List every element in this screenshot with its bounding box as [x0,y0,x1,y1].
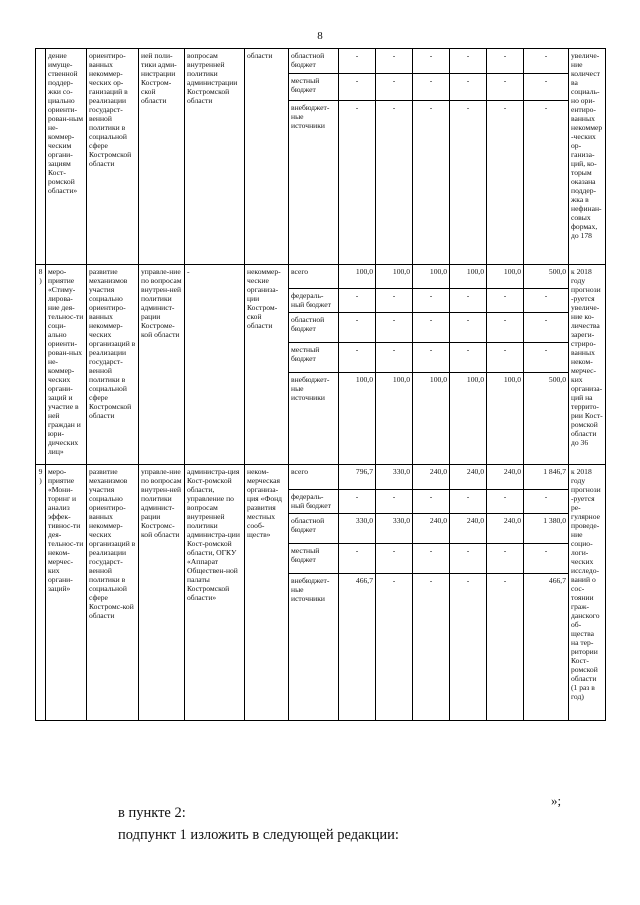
amount-cell: 796,7 [339,465,376,490]
amount-cell: - [450,544,487,574]
amount-cell: - [413,544,450,574]
amount-cell: - [450,574,487,721]
funding-source-cell: областной бюджет [289,514,339,544]
amount-cell: - [487,574,524,721]
funding-source-cell: всего [289,465,339,490]
participant-cell: области [245,49,289,265]
amount-cell: 466,7 [339,574,376,721]
amount-cell: - [450,490,487,514]
page-number: 8 [317,30,323,42]
amount-cell: - [339,289,376,313]
task-cell: развитие механизмов участия социально ориентиро-ванных некоммер-ческих организаций в реализации государст-венной политики в социальной сфере Костромс-кой области [87,465,139,721]
amount-cell: - [487,74,524,101]
amount-cell: - [524,49,569,74]
amount-cell: - [339,49,376,74]
paragraph-item-2: в пункте 2: [118,805,186,821]
amount-cell: - [339,74,376,101]
funding-source-cell: внебюджет-ные источники [289,574,339,721]
amount-cell: - [487,490,524,514]
amount-cell: - [376,343,413,373]
amount-cell: - [524,343,569,373]
executor-cell: ией поли-тики адми-нистрации Костром-ской области [139,49,185,265]
amount-cell: - [450,313,487,343]
amount-cell: - [450,49,487,74]
funding-source-cell: областной бюджет [289,313,339,343]
amount-cell: 1 846,7 [524,465,569,490]
amount-cell: 100,0 [450,265,487,289]
amount-cell: 100,0 [376,265,413,289]
funding-source-cell: федераль-ный бюджет [289,289,339,313]
amount-cell: - [450,343,487,373]
amount-cell: 240,0 [487,514,524,544]
amount-cell: - [524,101,569,265]
amount-cell: 1 380,0 [524,514,569,544]
funding-source-cell: местный бюджет [289,74,339,101]
amount-cell: 100,0 [413,373,450,465]
amount-cell: 240,0 [487,465,524,490]
funding-source-cell: федераль-ный бюджет [289,490,339,514]
amount-cell: 500,0 [524,373,569,465]
amount-cell: 100,0 [339,373,376,465]
amount-cell: - [524,313,569,343]
expected-result-cell: к 2018 году прогнози-руется увеличе-ние ко-личества зареги-стриро-ванных неком-мерчес-ких организа-ций на террито-рии Кост-ромской области до 36 [569,265,606,465]
amount-cell: - [413,490,450,514]
amount-cell: - [376,544,413,574]
co-executor-cell: администра-ция Кост-ромской области, управление по вопросам внутренней политики администра-ции Кост-ромской области, ОГКУ «Аппарат Обществен-ной палаты Костромской области» [185,465,245,721]
amount-cell: 100,0 [450,373,487,465]
amount-cell: - [413,343,450,373]
executor-cell: управле-ние по вопросам внутрен-ней политики админист-рации Костроме-кой области [139,265,185,465]
paragraph-subitem-1: подпункт 1 изложить в следующей редакции: [118,827,399,843]
amount-cell: 330,0 [376,465,413,490]
row-number-cell: 8) [36,265,46,465]
amount-cell: - [413,574,450,721]
amount-cell: - [376,74,413,101]
amount-cell: - [339,313,376,343]
amount-cell: 330,0 [376,514,413,544]
amount-cell: 240,0 [413,465,450,490]
task-cell: развитие механизмов участия социально ориентиро-ванных некоммер-ческих организаций в реализации государст-венной политики в социальной сфере Костромской области [87,265,139,465]
amount-cell: - [487,313,524,343]
amount-cell: - [376,490,413,514]
amount-cell: - [376,313,413,343]
amount-cell: 330,0 [339,514,376,544]
amount-cell: 466,7 [524,574,569,721]
amount-cell: - [376,289,413,313]
funding-source-cell: местный бюджет [289,544,339,574]
row-number-cell [36,49,46,265]
event-name-cell: меро-приятие «Мони-торинг и анализ эффек-тивнос-ти дея-тельнос-ти неком-мерчес-ких органи-заций» [46,465,87,721]
amount-cell: 100,0 [487,373,524,465]
participant-cell: некоммер-ческие организа-ции Костром-ской области [245,265,289,465]
amount-cell: - [450,101,487,265]
funding-source-cell: местный бюджет [289,343,339,373]
funding-source-cell: внебюджет-ные источники [289,373,339,465]
amount-cell: - [487,49,524,74]
amount-cell: 240,0 [413,514,450,544]
amount-cell: - [376,574,413,721]
amount-cell: - [487,343,524,373]
amount-cell: - [339,490,376,514]
row-number-cell: 9) [36,465,46,721]
participant-cell: неком-мерческая организа-ция «Фонд развития местных сооб-ществ» [245,465,289,721]
funding-source-cell: внебюджет-ные источники [289,101,339,265]
amount-cell: 240,0 [450,465,487,490]
amount-cell: - [413,289,450,313]
executor-cell: управле-ние по вопросам внутрен-ней политики админист-рации Костромс-кой области [139,465,185,721]
amount-cell: - [487,101,524,265]
amount-cell: - [413,313,450,343]
amount-cell: 500,0 [524,265,569,289]
funding-source-cell: областной бюджет [289,49,339,74]
expected-result-cell: к 2018 году прогнози-руется ре-гулярное проведе-ние социо-логи-ческих исследо-ваний о сос-тоянии граж-данского об-щества на тер-ритории Кост-ромской области (1 раз в год) [569,465,606,721]
amount-cell: - [524,74,569,101]
co-executor-cell: - [185,265,245,465]
task-cell: ориентиро-ванных некоммер-ческих ор-ганизаций в реализации государст-венной политики в социальной сфере Костромской области [87,49,139,265]
amount-cell: - [450,74,487,101]
table-row [36,49,606,74]
amount-cell: - [450,289,487,313]
amount-cell: - [524,544,569,574]
amount-cell: - [339,343,376,373]
event-name-cell: меро-приятие «Стиму-лирова-ние дея-тельнос-ти соци-ально ориенти-рован-ных не-коммер-ческих органи-заций и участие в ней граждан и юри-дических лиц» [46,265,87,465]
amount-cell: 100,0 [413,265,450,289]
amount-cell: 100,0 [376,373,413,465]
amount-cell: 240,0 [450,514,487,544]
closing-quote-mark: »; [551,793,562,808]
amount-cell: - [376,49,413,74]
amount-cell: - [339,544,376,574]
co-executor-cell: вопросам внутренней политики администрации Костромской области [185,49,245,265]
table-row [36,265,606,289]
amount-cell: 100,0 [487,265,524,289]
amount-cell: - [413,49,450,74]
amount-cell: - [339,101,376,265]
amount-cell: 100,0 [339,265,376,289]
table-row [36,465,606,490]
amount-cell: - [524,289,569,313]
event-name-cell: дение имуще-ственной поддер-жки со-циально ориенти-рован-ным не-коммер-ческим органи-зациям Кост-ромской области» [46,49,87,265]
amount-cell: - [487,289,524,313]
program-events-table [35,48,606,721]
funding-source-cell: всего [289,265,339,289]
amount-cell: - [524,490,569,514]
amount-cell: - [413,101,450,265]
amount-cell: - [413,74,450,101]
amount-cell: - [487,544,524,574]
expected-result-cell: увеличе-ние количества социаль-но ори-ентиро-ванных некоммер-ческих ор-ганиза-ций, ко-торым оказана поддер-жка в нефинан-совых формах, до 178 [569,49,606,265]
amount-cell: - [376,101,413,265]
